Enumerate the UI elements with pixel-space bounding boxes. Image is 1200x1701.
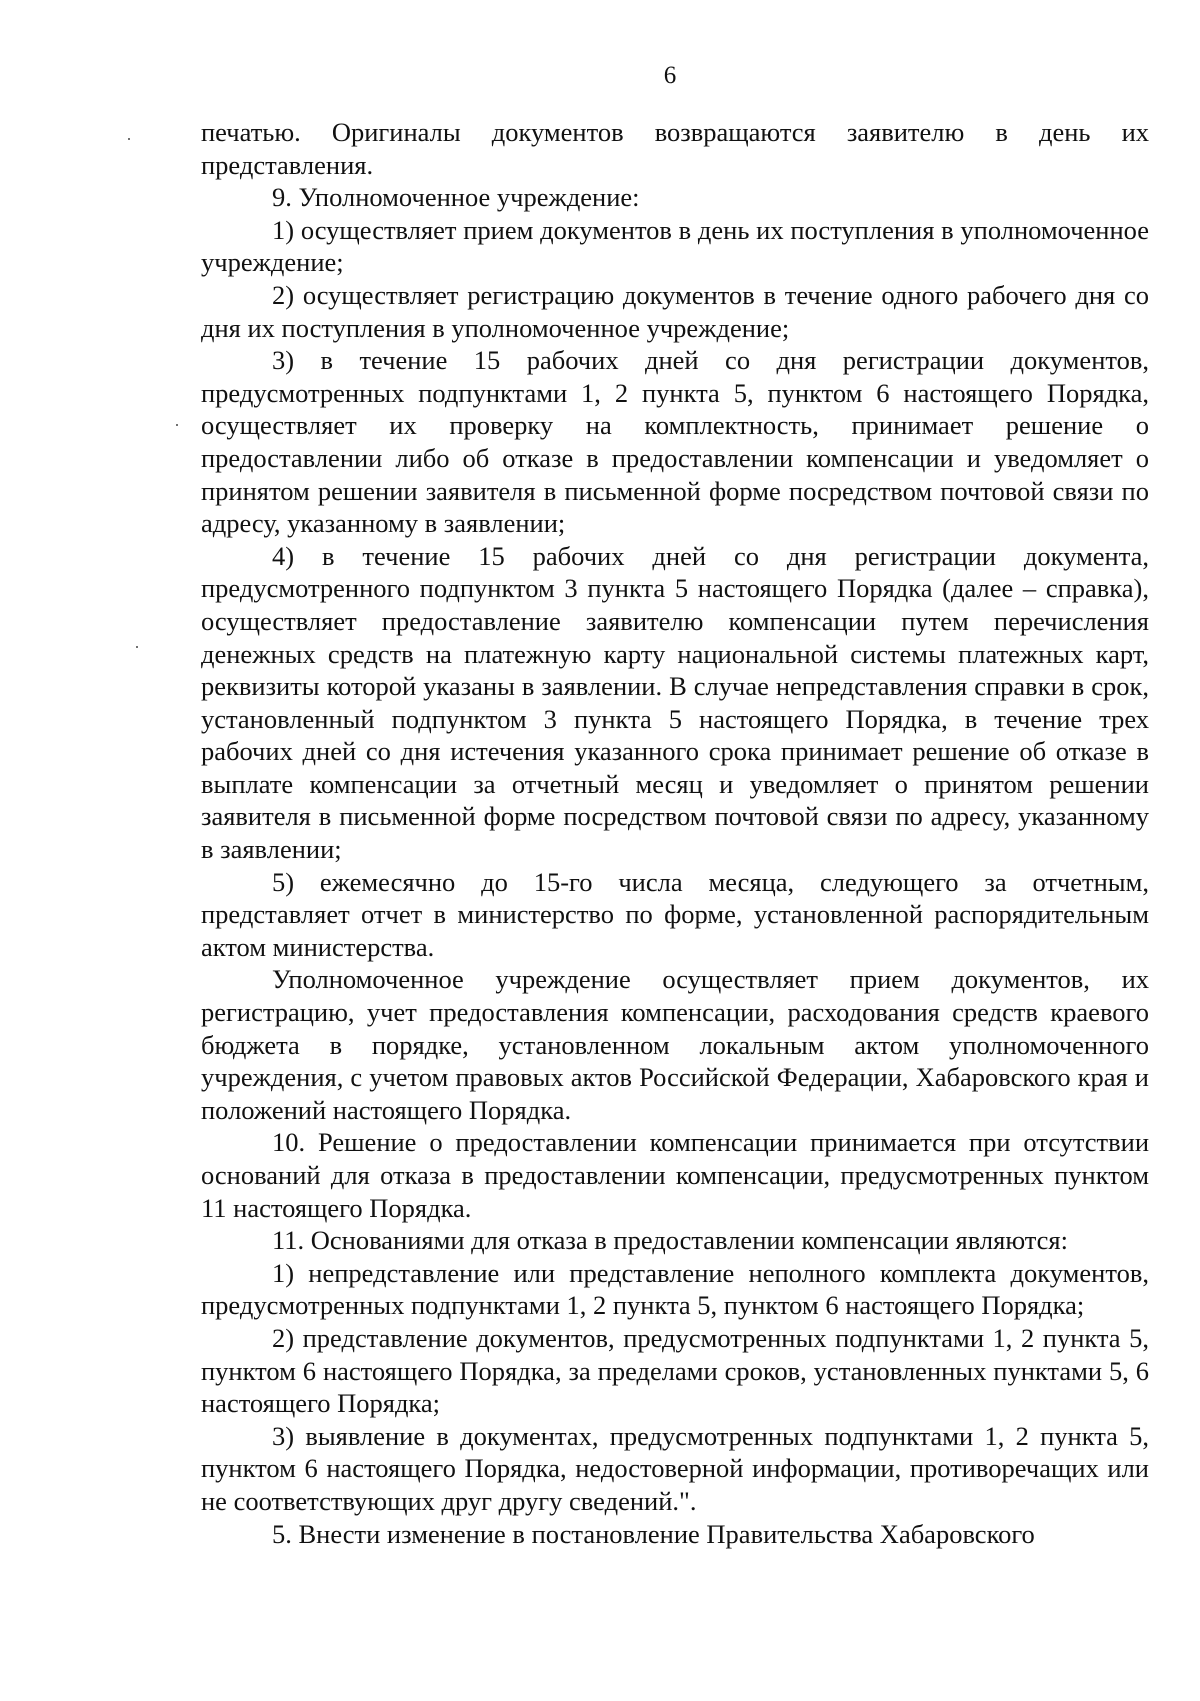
scan-speck [176, 424, 178, 426]
paragraph-subitem-9-2: 2) осуществляет регистрацию документов в течение одного рабочего дня со дня их поступления в уполномоченное учреждение; [201, 279, 1149, 343]
paragraph-subitem-11-1: 1) непредставление или представление неполного комплекта документов, предусмотренных подпунктами 1, 2 пункта 5, пунктом 6 настоящего Порядка; [201, 1257, 1149, 1321]
paragraph-subitem-9-4: 4) в течение 15 рабочих дней со дня регистрации документа, предусмотренного подпунктом 3 пункта 5 настоящего Порядка (далее – справка), осуществляет предоставление заявителю компенсации путем перечисления денежных средств на платежную карту национальной системы платежных карт, реквизиты которой указаны в заявлении. В случае непредставления справки в срок, установленный подпунктом 3 пункта 5 настоящего Порядка, в течение трех рабочих дней со дня истечения указанного срока принимает решение об отказе в выплате компенсации за отчетный месяц и уведомляет о принятом решении заявителя в письменной форме посредством почтовой связи по адресу, указанному в заявлении; [201, 540, 1149, 865]
paragraph-subitem-9-1: 1) осуществляет прием документов в день их поступления в уполномоченное учреждение; [201, 214, 1149, 278]
paragraph-subitem-9-3: 3) в течение 15 рабочих дней со дня регистрации документов, предусмотренных подпунктами 1, 2 пункта 5, пунктом 6 настоящего Порядка, осуществляет их проверку на комплектность, принимает решение о предоставлении либо об отказе в предоставлении компенсации и уведомляет о принятом решении заявителя в письменной форме посредством почтовой связи по адресу, указанному в заявлении; [201, 345, 1149, 539]
paragraph-subitem-11-3: 3) выявление в документах, предусмотренных подпунктами 1, 2 пункта 5, пунктом 6 настоящего Порядка, недостоверной информации, противоречащих или не соответствующих друг другу сведений.". [201, 1420, 1149, 1516]
body-text [201, 116, 1149, 1550]
paragraph-subitem-11-2: 2) представление документов, предусмотренных подпунктами 1, 2 пункта 5, пунктом 6 настоящего Порядка, за пределами сроков, установленных пунктами 5, 6 настоящего Порядка; [201, 1322, 1149, 1419]
scan-speck [136, 646, 138, 648]
paragraph-item-9: 9. Уполномоченное учреждение: [272, 182, 640, 213]
scan-speck [128, 138, 130, 140]
paragraph-continuation: печатью. Оригиналы документов возвращаются заявителю в день их представления. [201, 117, 1149, 180]
paragraph-item-11: 11. Основаниями для отказа в предоставлении компенсации являются: [272, 1225, 1068, 1256]
paragraph-authority-duties: Уполномоченное учреждение осуществляет прием документов, их регистрацию, учет предоставления компенсации, расходования средств краевого бюджета в порядке, установленном локальным актом уполномоченного учреждения, с учетом правовых актов Российской Федерации, Хабаровского края и положений настоящего Порядка. [201, 964, 1149, 1125]
paragraph-item-5-amendment: 5. Внести изменение в постановление Правительства Хабаровского [272, 1518, 1035, 1549]
paragraph-subitem-9-5: 5) ежемесячно до 15-го числа месяца, следующего за отчетным, представляет отчет в министерство по форме, установленной распорядительным актом министерства. [201, 866, 1149, 962]
paragraph-item-10: 10. Решение о предоставлении компенсации принимается при отсутствии оснований для отказа в предоставлении компенсации, предусмотренных пунктом 11 настоящего Порядка. [201, 1127, 1149, 1223]
page-number: 6 [663, 62, 677, 89]
